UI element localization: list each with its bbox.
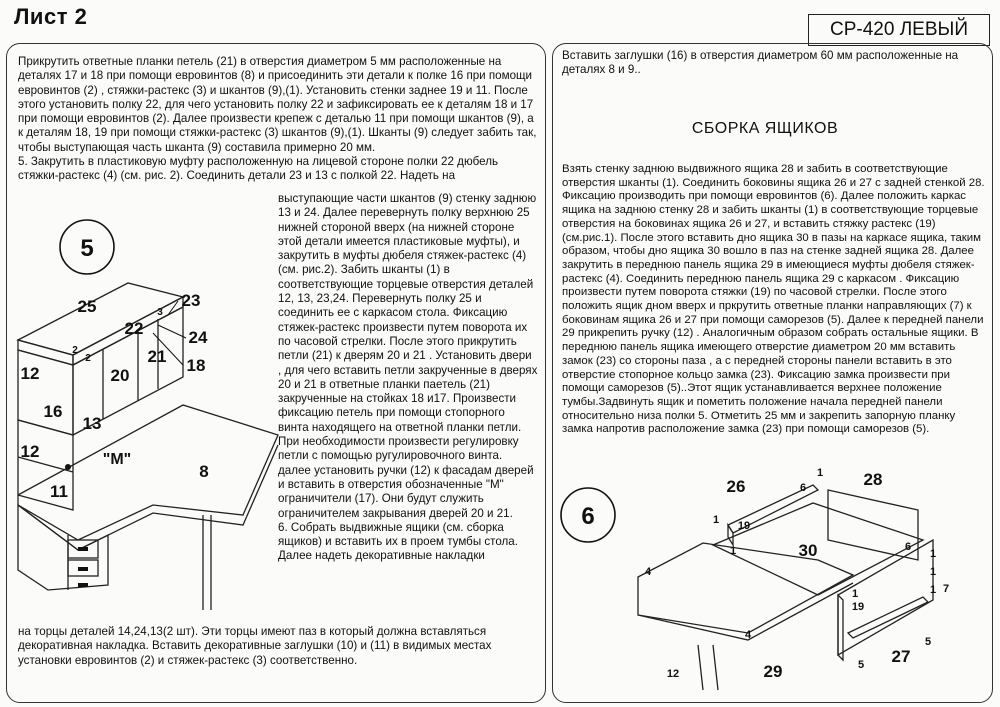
label-2a: 2 — [72, 345, 78, 356]
label-22: 22 — [124, 319, 144, 338]
label-7: 7 — [942, 583, 950, 595]
label-m-marker: "M" — [102, 451, 132, 468]
desk-outline — [18, 283, 278, 610]
label-4-a: 4 — [644, 566, 652, 578]
label-2b: 2 — [85, 353, 91, 364]
figure-6-number: 6 — [581, 503, 595, 530]
label-11: 11 — [50, 482, 68, 501]
label-1-f: 1 — [929, 584, 937, 596]
label-12-bottom: 12 — [20, 442, 40, 461]
label-1-d: 1 — [929, 548, 937, 560]
label-1-c: 1 — [729, 545, 737, 557]
desk-part-labels — [21, 291, 209, 501]
drawer-assembly-title: СБОРКА ЯЩИКОВ — [691, 120, 839, 137]
label-1-b: 1 — [712, 514, 720, 526]
label-25: 25 — [77, 297, 97, 316]
label-1-e: 1 — [929, 566, 937, 578]
drawer-drawing-figure — [558, 465, 988, 700]
label-16: 16 — [43, 402, 63, 421]
assembly-text-bottom: на торцы деталей 14,24,13(2 шт). Эти торцы имеют паз в который должна вставляться декоративная накладка. Вставить декоративные заглушки (10) и (11) в видимых местах установки евровинтов (2) и стяжек-растекс (3) соответственно. — [18, 625, 492, 667]
label-12-top: 12 — [20, 364, 40, 383]
label-4-b: 4 — [744, 629, 752, 641]
figure-5-number: 5 — [80, 235, 94, 262]
label-19-b: 19 — [851, 601, 865, 613]
label-29: 29 — [763, 662, 783, 681]
label-1-a: 1 — [816, 467, 824, 479]
drawer-assembly-text: Взять стенку заднюю выдвижного ящика 28 и забить в соответствующие отверстия шканты (1). Соединить боковины ящика 26 и 27 с задней стенкой 28. Фиксацию производить при помощи евровинтов (6). Далее положить каркас ящика на заднюю стенку 28 и забить шканты (1) в соответствующие торцевые отверстия на боковинах ящика 26 и 27, и вставить стяжку растекс (19) (см.рис.1). После этого вставить дно ящика 30 в пазы на каркасе ящика, таким образом, чтобы дно ящика 30 вошло в паз на стенке задней ящика 28. Далее закрутить в переднюю панель ящика 29 в имеющиеся муфты дюбеля стяжек-растекс (4). Соединить переднюю панель ящика 29 с каркасом . Фиксацию произвести путем поворота стяжки (19) по часовой стрелки. После этого положить ящик дном вверх и пркрутить ответные планки направляющих (7) к боковинам ящика 26 и 27 при помощи саморезов (5). Далее к передней панели 29 прикрепить ручку (12) . Аналогичным образом собрать остальные ящики. В переднюю панель ящика имеющего отверстие диаметром 20 мм вставить замок (23) со стороны паза , а с передней стороны панели вставить в это отверстие стопорное кольцо замка (23). Фиксацию замка произвести при помощи саморезов (5)..Этот ящик устанавливается верхнее положение тумбы.Задвинуть ящик и пометить положение начала передней панели относительно низа полки 5. Отметить 25 мм и закрепить запорную планку замка напротив расположение замка (23) при помощи саморезов (5). — [562, 163, 985, 436]
plugs-text: Вставить заглушки (16) в отверстия диаметром 60 мм расположенные на деталях 8 и 9.. — [562, 49, 959, 77]
label-6-b: 6 — [904, 541, 912, 553]
assembly-text-top: Прикрутить ответные планки петель (21) в отверстия диаметром 5 мм расположенные на деталях 17 и 18 при помощи евровинтов (8) и присоединить эти детали к полке 16 при помощи евровинтов (2) , стяжки-растекс (3) и шкантов (9),(1). Установить стенки заднее 19 и 11. После этого установить полку 22, для чего установить полку 22 и зафиксировать ее к деталям 18 и 17 при помощи евровинтов (2). Далее произвести крепеж с деталью 11 при помощи шкантов (9), а к деталям 18, 19 при помощи стяжки-растекс (3) шкантов (9),(1). Шканты (9) следует забить так, чтобы выступающая часть шканта (9) составила примерно 20 мм. 5. Закрутить в пластиковую муфту расположенную на лицевой стороне полки 22 дюбель стяжки-растекс (4) (см. рис. 2). Соединить детали 23 и 13 с полкой 22. Надеть на — [18, 55, 537, 183]
label-12: 12 — [666, 668, 680, 680]
label-18: 18 — [186, 356, 206, 375]
label-24: 24 — [188, 328, 208, 347]
label-1-g: 1 — [851, 588, 859, 600]
label-27: 27 — [891, 647, 911, 666]
label-5-a: 5 — [924, 636, 932, 648]
drawer-part-labels — [645, 467, 949, 681]
desk-drawing-figure — [8, 205, 288, 625]
label-8: 8 — [199, 462, 209, 481]
label-19-a: 19 — [737, 520, 751, 532]
label-26: 26 — [726, 477, 746, 496]
label-13: 13 — [82, 414, 102, 433]
label-5-b: 5 — [857, 659, 865, 671]
label-28: 28 — [863, 470, 883, 489]
label-20: 20 — [110, 366, 130, 385]
model-label: СР-420 ЛЕВЫЙ — [808, 14, 990, 46]
label-23: 23 — [181, 291, 201, 310]
label-30: 30 — [798, 541, 818, 560]
label-6-a: 6 — [799, 482, 807, 494]
drawer-outline — [638, 485, 933, 690]
label-3: 3 — [157, 307, 163, 318]
label-21: 21 — [147, 347, 167, 366]
sheet-title: Лист 2 — [14, 4, 88, 29]
assembly-text-column: выступающие части шкантов (9) стенку заднюю 13 и 24. Далее перевернуть полку верхнюю 25 нижней стороной вверх (на нижней стороне этой детали имеется пластиковые муфты), и закрутить в муфты дюбеля стяжек-растекс (4) (см. рис.2). Забить шканты (1) в соответствующие торцевые отверстия деталей 12, 13, 23,24. Перевернуть полку 25 и соединить ее с каркасом стола. Фиксацию стяжек-растекс произвести путем поворота их по часовой стрелки. После этого прикрутить петли (21) к дверям 20 и 21 . Установить двери , для чего вставить петли закрученные в дверях 20 и 21 в ответные планки паетель (21) закрученные на стойках 18 и17. Произвести фиксацию петель при помощи стопорного винта находящего на ответной планки петли. При необходимости произвести регулировку петли с помощью ругулировочного винта. далее установить ручки (12) к фасадам дверей и вставить в отверстия обозначенные "М" ограничители (17). Они будут служить ограничителем закрывания дверей 20 и 21. 6. Собрать выдвижные ящики (см. сборка ящиков) и вставить их в проем тумбы стола. Далее надеть декоративные накладки — [278, 192, 538, 563]
